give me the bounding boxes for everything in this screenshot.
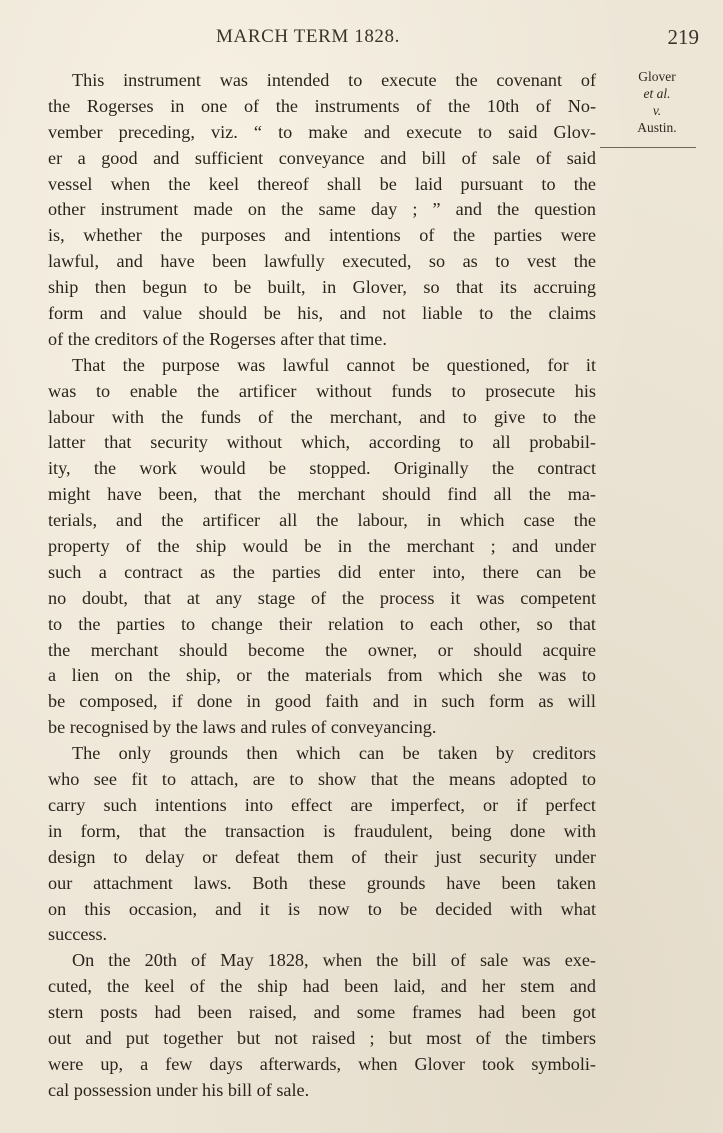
text-line: latter that security without which, according to all probabil-: [48, 432, 596, 453]
text-line: be recognised by the laws and rules of conveyancing.: [48, 717, 437, 738]
text-line: ity, the work would be stopped. Originally the contract: [48, 458, 596, 479]
text-line: On the 20th of May 1828, when the bill of sale was exe-: [72, 950, 596, 971]
paragraph: [48, 948, 596, 1103]
side-note-versus: v.: [652, 103, 662, 118]
text-line: The only grounds then which can be taken by creditors: [72, 743, 596, 764]
paragraph: [48, 353, 596, 741]
text-line: cal possession under his bill of sale.: [48, 1079, 310, 1100]
text-line: vessel when the keel thereof shall be laid pursuant to the: [48, 173, 596, 194]
text-line: be composed, if done in good faith and in such form as will: [48, 691, 596, 712]
side-note-rule: [600, 147, 696, 148]
text-line: were up, a few days afterwards, when Glover took symboli-: [48, 1053, 596, 1074]
text-line: a lien on the ship, or the materials from which she was to: [48, 665, 596, 686]
text-line: labour with the funds of the merchant, and to give to the: [48, 406, 596, 427]
paragraph: [48, 741, 596, 948]
case-side-note: [612, 68, 702, 136]
text-line: terials, and the artificer all the labour, in which case the: [48, 510, 596, 531]
side-note-et-al: et al.: [643, 86, 671, 101]
text-line: property of the ship would be in the merchant ; and under: [48, 536, 596, 557]
text-line: our attachment laws. Both these grounds have been taken: [48, 872, 596, 893]
text-line: to the parties to change their relation to each other, so that: [48, 613, 596, 634]
text-line: was to enable the artificer without funds to prosecute his: [48, 380, 596, 401]
text-line: success.: [48, 924, 108, 945]
text-line: That the purpose was lawful cannot be questioned, for it: [72, 354, 596, 375]
side-note-opponent: Austin.: [637, 120, 677, 135]
text-line: who see fit to attach, are to show that the means adopted to: [48, 769, 596, 790]
text-line: of the creditors of the Rogerses after that time.: [48, 328, 387, 349]
text-line: other instrument made on the same day ; ” and the question: [48, 199, 596, 220]
running-head: [0, 26, 723, 56]
text-line: stern posts had been raised, and some frames had been got: [48, 1002, 596, 1023]
text-line: er a good and sufficient conveyance and bill of sale of said: [48, 147, 596, 168]
side-note-party: Glover: [638, 69, 676, 84]
page-number: 219: [667, 25, 699, 49]
text-line: such a contract as the parties did enter into, there can be: [48, 561, 596, 582]
text-line: ship then begun to be built, in Glover, so that its accruing: [48, 277, 596, 298]
text-line: This instrument was intended to execute the covenant of: [72, 70, 596, 90]
paragraph: [48, 68, 596, 353]
text-line: the merchant should become the owner, or should acquire: [48, 639, 596, 660]
text-line: in form, that the transaction is fraudulent, being done with: [48, 820, 596, 841]
text-line: vember preceding, viz. “ to make and execute to said Glov-: [48, 121, 596, 142]
text-line: no doubt, that at any stage of the process it was competent: [48, 587, 596, 608]
body-text: [48, 68, 596, 1104]
text-line: the Rogerses in one of the instruments of the 10th of No-: [48, 95, 596, 116]
text-line: lawful, and have been lawfully executed, so as to vest the: [48, 251, 596, 272]
running-title: MARCH TERM 1828.: [216, 26, 400, 47]
text-line: might have been, that the merchant should find all the ma-: [48, 484, 596, 505]
text-line: cuted, the keel of the ship had been laid, and her stem and: [48, 976, 596, 997]
text-line: form and value should be his, and not liable to the claims: [48, 303, 596, 324]
text-line: design to delay or defeat them of their just security under: [48, 846, 596, 867]
text-line: on this occasion, and it is now to be decided with what: [48, 898, 596, 919]
text-line: out and put together but not raised ; but most of the timbers: [48, 1027, 596, 1048]
text-line: is, whether the purposes and intentions of the parties were: [48, 225, 596, 246]
text-line: carry such intentions into effect are imperfect, or if perfect: [48, 794, 596, 815]
